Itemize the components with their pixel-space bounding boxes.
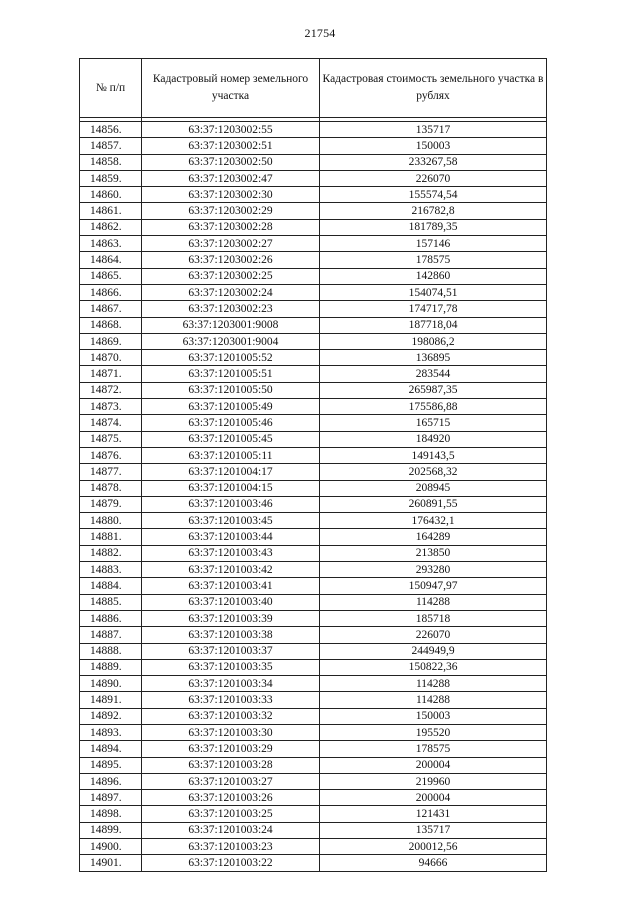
table-row <box>80 496 547 512</box>
cadastral-number: 63:37:1201005:50 <box>142 382 320 398</box>
cadastral-value: 175586,88 <box>320 399 547 415</box>
row-index: 14863. <box>80 236 142 252</box>
cadastral-number: 63:37:1201003:42 <box>142 562 320 578</box>
cadastral-value: 208945 <box>320 480 547 496</box>
row-index: 14898. <box>80 806 142 822</box>
cadastral-number: 63:37:1203002:29 <box>142 203 320 219</box>
cadastral-number: 63:37:1201003:26 <box>142 790 320 806</box>
cadastral-value: 200012,56 <box>320 839 547 855</box>
cadastral-number: 63:37:1203002:50 <box>142 154 320 170</box>
cadastral-number: 63:37:1203002:26 <box>142 252 320 268</box>
cadastral-value: 142860 <box>320 268 547 284</box>
cadastral-number: 63:37:1203001:9004 <box>142 333 320 349</box>
table-row <box>80 562 547 578</box>
row-index: 14901. <box>80 855 142 871</box>
table-row <box>80 138 547 154</box>
table-row <box>80 219 547 235</box>
cadastral-number: 63:37:1203002:28 <box>142 219 320 235</box>
table-row <box>80 741 547 757</box>
cadastral-value: 150947,97 <box>320 578 547 594</box>
row-index: 14874. <box>80 415 142 431</box>
cadastral-value: 150003 <box>320 138 547 154</box>
table-row <box>80 643 547 659</box>
table-row <box>80 317 547 333</box>
cadastral-number: 63:37:1201003:40 <box>142 594 320 610</box>
table-row <box>80 594 547 610</box>
row-index: 14897. <box>80 790 142 806</box>
table-header-row <box>80 59 547 118</box>
cadastral-value: 174717,78 <box>320 301 547 317</box>
table-row <box>80 692 547 708</box>
cadastral-value: 135717 <box>320 122 547 138</box>
row-index: 14859. <box>80 170 142 186</box>
cadastral-number: 63:37:1201003:37 <box>142 643 320 659</box>
cadastral-number: 63:37:1201003:46 <box>142 496 320 512</box>
cadastral-value: 157146 <box>320 236 547 252</box>
table-row <box>80 545 547 561</box>
row-index: 14879. <box>80 496 142 512</box>
cadastral-number: 63:37:1201003:28 <box>142 757 320 773</box>
cadastral-value: 233267,58 <box>320 154 547 170</box>
table-row <box>80 676 547 692</box>
cadastral-value: 155574,54 <box>320 187 547 203</box>
cadastral-value: 176432,1 <box>320 513 547 529</box>
cadastral-number: 63:37:1201003:33 <box>142 692 320 708</box>
row-index: 14893. <box>80 724 142 740</box>
row-index: 14871. <box>80 366 142 382</box>
cadastral-value: 260891,55 <box>320 496 547 512</box>
table-row <box>80 122 547 138</box>
cadastral-value: 244949,9 <box>320 643 547 659</box>
cadastral-number: 63:37:1201003:35 <box>142 659 320 675</box>
cadastral-value: 121431 <box>320 806 547 822</box>
row-index: 14877. <box>80 464 142 480</box>
cadastral-number: 63:37:1201003:23 <box>142 839 320 855</box>
cadastral-value: 114288 <box>320 676 547 692</box>
cadastral-value: 216782,8 <box>320 203 547 219</box>
table-row <box>80 480 547 496</box>
row-index: 14861. <box>80 203 142 219</box>
cadastral-number: 63:37:1201003:44 <box>142 529 320 545</box>
table-row <box>80 839 547 855</box>
table-row <box>80 284 547 300</box>
table-row <box>80 382 547 398</box>
header-cadastral-value: Кадастровая стоимость земельного участка в рублях <box>320 59 547 118</box>
row-index: 14873. <box>80 399 142 415</box>
cadastral-number: 63:37:1201003:27 <box>142 773 320 789</box>
cadastral-value: 213850 <box>320 545 547 561</box>
table-row <box>80 268 547 284</box>
cadastral-value: 293280 <box>320 562 547 578</box>
table-body <box>80 118 547 872</box>
row-index: 14880. <box>80 513 142 529</box>
cadastral-value: 219960 <box>320 773 547 789</box>
cadastral-number: 63:37:1201005:49 <box>142 399 320 415</box>
cadastral-value: 185718 <box>320 610 547 626</box>
cadastral-number: 63:37:1201003:30 <box>142 724 320 740</box>
table-row <box>80 855 547 871</box>
table-row <box>80 333 547 349</box>
cadastral-value: 178575 <box>320 741 547 757</box>
table-row <box>80 366 547 382</box>
table-row <box>80 822 547 838</box>
row-index: 14878. <box>80 480 142 496</box>
cadastral-number: 63:37:1201004:17 <box>142 464 320 480</box>
table-row <box>80 203 547 219</box>
cadastral-number: 63:37:1201005:11 <box>142 447 320 463</box>
cadastral-number: 63:37:1203002:23 <box>142 301 320 317</box>
table-row <box>80 627 547 643</box>
table-row <box>80 415 547 431</box>
row-index: 14857. <box>80 138 142 154</box>
table-row <box>80 757 547 773</box>
cadastral-value: 150003 <box>320 708 547 724</box>
cadastral-number: 63:37:1203002:25 <box>142 268 320 284</box>
row-index: 14885. <box>80 594 142 610</box>
cadastral-value: 200004 <box>320 790 547 806</box>
table-row <box>80 187 547 203</box>
row-index: 14881. <box>80 529 142 545</box>
row-index: 14894. <box>80 741 142 757</box>
table-row <box>80 464 547 480</box>
cadastral-number: 63:37:1203002:51 <box>142 138 320 154</box>
row-index: 14856. <box>80 122 142 138</box>
table-row <box>80 610 547 626</box>
row-index: 14882. <box>80 545 142 561</box>
cadastral-number: 63:37:1201003:39 <box>142 610 320 626</box>
table-row <box>80 578 547 594</box>
table-row <box>80 708 547 724</box>
table-row <box>80 350 547 366</box>
row-index: 14872. <box>80 382 142 398</box>
row-index: 14862. <box>80 219 142 235</box>
cadastral-value: 187718,04 <box>320 317 547 333</box>
row-index: 14858. <box>80 154 142 170</box>
row-index: 14887. <box>80 627 142 643</box>
cadastral-number: 63:37:1201003:29 <box>142 741 320 757</box>
cadastral-number: 63:37:1201003:32 <box>142 708 320 724</box>
cadastral-number: 63:37:1201003:22 <box>142 855 320 871</box>
row-index: 14896. <box>80 773 142 789</box>
row-index: 14864. <box>80 252 142 268</box>
row-index: 14865. <box>80 268 142 284</box>
table-row <box>80 790 547 806</box>
table-row <box>80 399 547 415</box>
cadastral-number: 63:37:1203002:30 <box>142 187 320 203</box>
cadastral-value: 164289 <box>320 529 547 545</box>
cadastral-value: 195520 <box>320 724 547 740</box>
cadastral-value: 184920 <box>320 431 547 447</box>
cadastral-value: 94666 <box>320 855 547 871</box>
row-index: 14867. <box>80 301 142 317</box>
cadastral-number: 63:37:1201003:45 <box>142 513 320 529</box>
table-row <box>80 447 547 463</box>
cadastral-value: 149143,5 <box>320 447 547 463</box>
cadastral-value: 283544 <box>320 366 547 382</box>
header-index: № п/п <box>80 59 142 118</box>
cadastral-value: 114288 <box>320 594 547 610</box>
cadastral-number: 63:37:1201005:51 <box>142 366 320 382</box>
row-index: 14899. <box>80 822 142 838</box>
table-row <box>80 301 547 317</box>
row-index: 14860. <box>80 187 142 203</box>
row-index: 14868. <box>80 317 142 333</box>
table-row <box>80 529 547 545</box>
table-row <box>80 236 547 252</box>
cadastral-value: 135717 <box>320 822 547 838</box>
cadastral-value: 200004 <box>320 757 547 773</box>
cadastral-value: 114288 <box>320 692 547 708</box>
cadastral-number: 63:37:1201003:38 <box>142 627 320 643</box>
table-row <box>80 513 547 529</box>
cadastral-number: 63:37:1201003:34 <box>142 676 320 692</box>
cadastral-number: 63:37:1203002:55 <box>142 122 320 138</box>
cadastral-number: 63:37:1201005:46 <box>142 415 320 431</box>
table-row <box>80 659 547 675</box>
cadastral-value: 198086,2 <box>320 333 547 349</box>
cadastral-number: 63:37:1203002:27 <box>142 236 320 252</box>
row-index: 14900. <box>80 839 142 855</box>
row-index: 14875. <box>80 431 142 447</box>
cadastral-value: 202568,32 <box>320 464 547 480</box>
row-index: 14888. <box>80 643 142 659</box>
cadastral-number: 63:37:1201003:24 <box>142 822 320 838</box>
table-row <box>80 773 547 789</box>
row-index: 14870. <box>80 350 142 366</box>
table-row <box>80 252 547 268</box>
cadastral-number: 63:37:1201005:52 <box>142 350 320 366</box>
cadastral-value: 226070 <box>320 170 547 186</box>
row-index: 14886. <box>80 610 142 626</box>
cadastral-value: 226070 <box>320 627 547 643</box>
cadastral-value: 154074,51 <box>320 284 547 300</box>
row-index: 14876. <box>80 447 142 463</box>
row-index: 14889. <box>80 659 142 675</box>
cadastral-number: 63:37:1201003:43 <box>142 545 320 561</box>
cadastral-value: 181789,35 <box>320 219 547 235</box>
row-index: 14884. <box>80 578 142 594</box>
row-index: 14869. <box>80 333 142 349</box>
row-index: 14891. <box>80 692 142 708</box>
table-row <box>80 724 547 740</box>
cadastral-number: 63:37:1201004:15 <box>142 480 320 496</box>
row-index: 14883. <box>80 562 142 578</box>
cadastral-value: 150822,36 <box>320 659 547 675</box>
cadastral-value: 178575 <box>320 252 547 268</box>
cadastral-number: 63:37:1201003:25 <box>142 806 320 822</box>
row-index: 14892. <box>80 708 142 724</box>
table-row <box>80 806 547 822</box>
row-index: 14895. <box>80 757 142 773</box>
cadastral-number: 63:37:1201003:41 <box>142 578 320 594</box>
table-row <box>80 431 547 447</box>
header-cadastral-number: Кадастровый номер земельного участка <box>142 59 320 118</box>
cadastral-value-table <box>79 58 547 872</box>
cadastral-number: 63:37:1203002:24 <box>142 284 320 300</box>
row-index: 14890. <box>80 676 142 692</box>
cadastral-number: 63:37:1203002:47 <box>142 170 320 186</box>
table-row <box>80 154 547 170</box>
page-number: 21754 <box>304 26 336 40</box>
cadastral-number: 63:37:1201005:45 <box>142 431 320 447</box>
cadastral-number: 63:37:1203001:9008 <box>142 317 320 333</box>
table-row <box>80 170 547 186</box>
row-index: 14866. <box>80 284 142 300</box>
cadastral-value: 136895 <box>320 350 547 366</box>
cadastral-value: 165715 <box>320 415 547 431</box>
cadastral-value: 265987,35 <box>320 382 547 398</box>
